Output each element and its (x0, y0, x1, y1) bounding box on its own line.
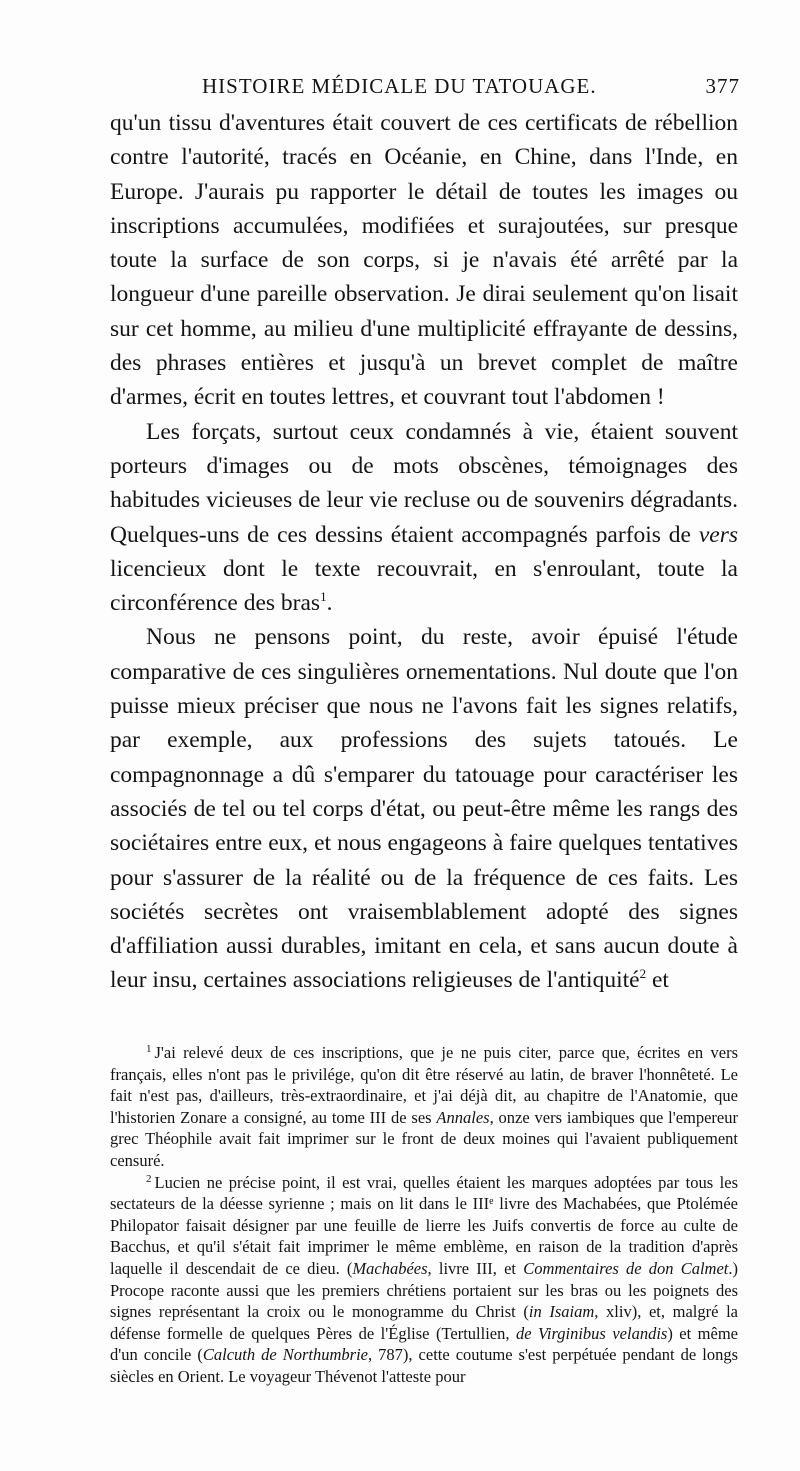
footnote-2-text-d: .) Procope raconte aussi que les premiers chrétiens portaient sur les bras ou les poignets des signes représentant la croix ou le monogramme du Christ ( (110, 1258, 738, 1322)
footnote-2-text-f: ) et même d'un concile ( (110, 1323, 739, 1365)
footnote-2-italic-5: Calcuth de Northumbrie (202, 1345, 369, 1365)
paragraph-2-text-c: . (326, 590, 333, 617)
running-title: HISTOIRE MÉDICALE DU TATOUAGE. (202, 74, 597, 98)
paragraph-1: qu'un tissu d'aventures était couvert de ces certificats de rébellion contre l'autorité, tracés en Océanie, en Chine, dans l'Inde, en Europe. J'aurais pu rapporter le détail de toutes les images ou inscriptions accumulées, modifiées et surajoutées, sur presque toute la surface de son corps, si je n'avais été arrêté par la longueur d'une pareille observation. Je dirai seulement qu'on lisait sur cet homme, au milieu d'une multiplicité effrayante de dessins, des phrases entières et jusqu'à un brevet complet de maître d'armes, écrit en toutes lettres, et couvrant tout l'abdomen ! (110, 110, 738, 411)
footnote-1-text-b: , onze vers iambiques que l'empereur grec Théophile avait fait imprimer sur le front de deux moines qui l'avaient publiquement censuré. (110, 1107, 738, 1170)
main-text (110, 106, 738, 998)
footnotes (110, 1042, 738, 1388)
footnote-1-text-a: J'ai relevé deux de ces inscriptions, que je ne puis citer, parce que, écrites en vers français, elles n'ont pas le privilége, qu'on dit être réservé au latin, de braver l'honnêteté. Le fait n'est pas, d'ailleurs, très-extraordinaire, et j'ai déjà dit, au chapitre de l'Anatomie, que l'historien Zonare a consigné, au tome III de ses (110, 1043, 738, 1127)
paragraph-2-italic: vers (698, 521, 738, 548)
paragraph-2-text-b: licencieux dont le texte recouvrait, en s'enroulant, toute la circonférence des bras (110, 555, 738, 617)
footnote-2-text-a: Lucien ne précise point, il est vrai, quelles étaient les marques adoptées par tous les sectateurs de la déesse syrienne ; mais on lit dans le III (110, 1172, 738, 1214)
paragraph-3 (110, 620, 738, 997)
footnote-2-italic-2: Commentaires de don Calmet (523, 1258, 729, 1278)
footnote-ref-1: 1 (320, 589, 327, 605)
footnote-1-number: 1 (146, 1043, 152, 1055)
footnote-ref-2: 2 (639, 966, 647, 982)
footnote-1-italic: Annales (436, 1107, 490, 1127)
footnote-2-italic-1: Machabées (352, 1258, 428, 1278)
footnote-2-text-b: livre des Machabées, que Ptolémée Philopator faisait désigner par une feuille de lierre les Juifs convertis de force au culte de Bacchus, et qu'il s'était fait imprimer le même emblème, en raison de la tradition d'après laquelle il descendait de ce dieu. ( (110, 1194, 738, 1278)
footnote-2-number: 2 (146, 1172, 152, 1185)
page-number: 377 (705, 74, 740, 98)
running-head (120, 74, 740, 100)
footnote-2-italic-4: de Virginibus velandis (515, 1323, 668, 1343)
footnote-2 (110, 1172, 738, 1388)
footnote-2-text-g: , 787), cette coutume s'est perpétuée pendant de longs siècles en Orient. Le voyageur Thévenot l'atteste pour (110, 1345, 739, 1386)
footnote-2-italic-3: in Isaiam (528, 1302, 595, 1322)
paragraph-3-text-a: Nous ne pensons point, du reste, avoir épuisé l'étude comparative de ces singulières ornementations. Nul doute que l'on puisse mieux préciser que nous ne l'avons fait les signes relatifs, par exemple, aux professions des sujets tatoués. Le compagnonnage a dû s'emparer du tatouage pour caractériser les associés de tel ou tel corps d'état, ou peut-être même les rangs des sociétaires entre eux, et nous engageons à faire quelques tentatives pour s'assurer de la réalité ou de la fréquence de ces faits. Les sociétés secrètes ont vraisemblablement adopté des signes d'affiliation aussi durables, imitant en cela, et sans aucun doute à leur insu, certaines associations religieuses de l'antiquité (110, 624, 738, 994)
footnote-1 (110, 1042, 738, 1172)
footnote-2-superscript: e (489, 1196, 494, 1208)
paragraph-2 (110, 415, 738, 621)
paragraph-3-text-b: et (646, 967, 669, 994)
footnote-2-text-c: , livre III, et (427, 1258, 524, 1278)
paragraph-2-text-a: Les forçats, surtout ceux condamnés à vie, étaient souvent porteurs d'images ou de mots obscènes, témoignages des habitudes vicieuses de leur vie recluse ou de souvenirs dégradants. Quelques-uns de ces dessins étaient accompagnés parfois de (110, 418, 738, 548)
footnote-2-text-e: , xliv), et, malgré la défense formelle de quelques Pères de l'Église (Tertullien, (110, 1302, 739, 1343)
